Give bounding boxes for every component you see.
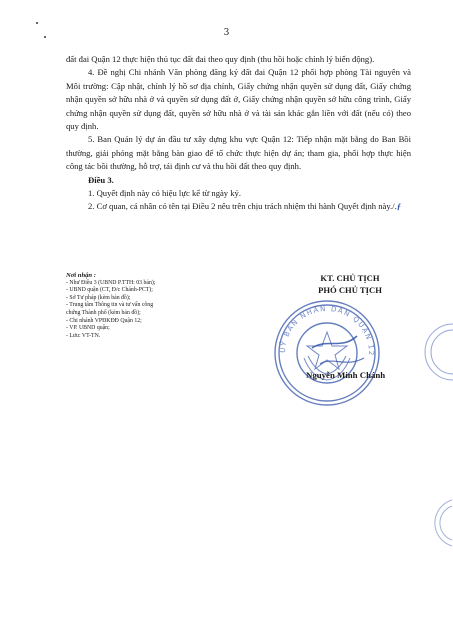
signer-title-line2: PHÓ CHỦ TỊCH [318, 285, 382, 295]
recipient-line: - Chi nhánh VPĐKĐĐ Quận 12; [66, 317, 142, 324]
recipients-block [66, 272, 216, 340]
article-3-item-2 [66, 200, 411, 213]
recipient-line: - Như Điều 3 (UBND P.TTH: 03 bản); [66, 279, 156, 286]
recipient-line: - Lưu: VT-TN. [66, 332, 101, 339]
recipient-line: - VP. UBND quận; [66, 325, 110, 332]
recipient-line: - UBND quận (CT, Đ/c Chánh-PCT); [66, 287, 153, 294]
signer-block [270, 272, 430, 296]
recipient-line: - Sở Tư pháp (kèm bản đồ); [66, 294, 131, 301]
signer-name: Nguyễn Minh Chánh [306, 370, 386, 380]
recipients-heading: Nơi nhận : [66, 272, 96, 279]
seal-text: UỶ BAN NHÂN DÂN QUẬN 12 [278, 304, 376, 357]
page-number: 3 [223, 28, 230, 38]
recipient-line: chứng Thành phố (kèm bản đồ); [66, 309, 141, 316]
paragraph-item-4: 4. Đề nghị Chi nhánh Văn phòng đăng ký đất đai Quận 12 phối hợp phòng Tài nguyên và Môi trường: Cập nhật, chỉnh lý hồ sơ địa chính, Giấy chứng nhận quyền sử dụng đất, Giấy chứng nhận quyền sở hữu nhà ở và quyền sử dụng đất ở, Giấy chứng nhận quyền sở hữu công trình, Giấy chứng nhận quyền sử dụng đất, quyền sở hữu nhà ở và tài sản khác gắn liền với đất (nếu có) theo quy định. [66, 67, 411, 132]
margin-seal-icon [412, 498, 452, 548]
article-3-item-2-text: 2. Cơ quan, cá nhân có tên tại Điều 2 nêu trên chịu trách nhiệm thi hành Quyết định này./. [88, 201, 397, 212]
document-body [66, 53, 411, 214]
official-seal-icon [272, 298, 382, 408]
paragraph-item-5: 5. Ban Quản lý dự án đầu tư xây dựng khu vực Quận 12: Tiếp nhận mặt bằng do Ban Bồi thường, giải phóng mặt bằng bàn giao để tổ chức thực hiện dự án; tham gia, phối hợp thực hiện công tác bồi thường, hỗ trợ, tái định cư và thu hồi đất theo quy định. [66, 134, 411, 172]
article-3-title: Điều 3. [88, 174, 114, 185]
paragraph-continuation: đất đai Quận 12 thực hiện thủ tục đất đai theo quy định (thu hồi hoặc chỉnh lý biến động). [66, 54, 375, 64]
initial-mark-icon: ƒ [396, 201, 402, 212]
recipient-line: - Trung tâm Thông tin và tư vấn công [66, 302, 154, 309]
signer-title-line1: KT. CHỦ TỊCH [320, 273, 380, 283]
scan-speck [36, 22, 38, 24]
article-3-item-1: 1. Quyết định này có hiệu lực kể từ ngày ký. [88, 188, 241, 199]
